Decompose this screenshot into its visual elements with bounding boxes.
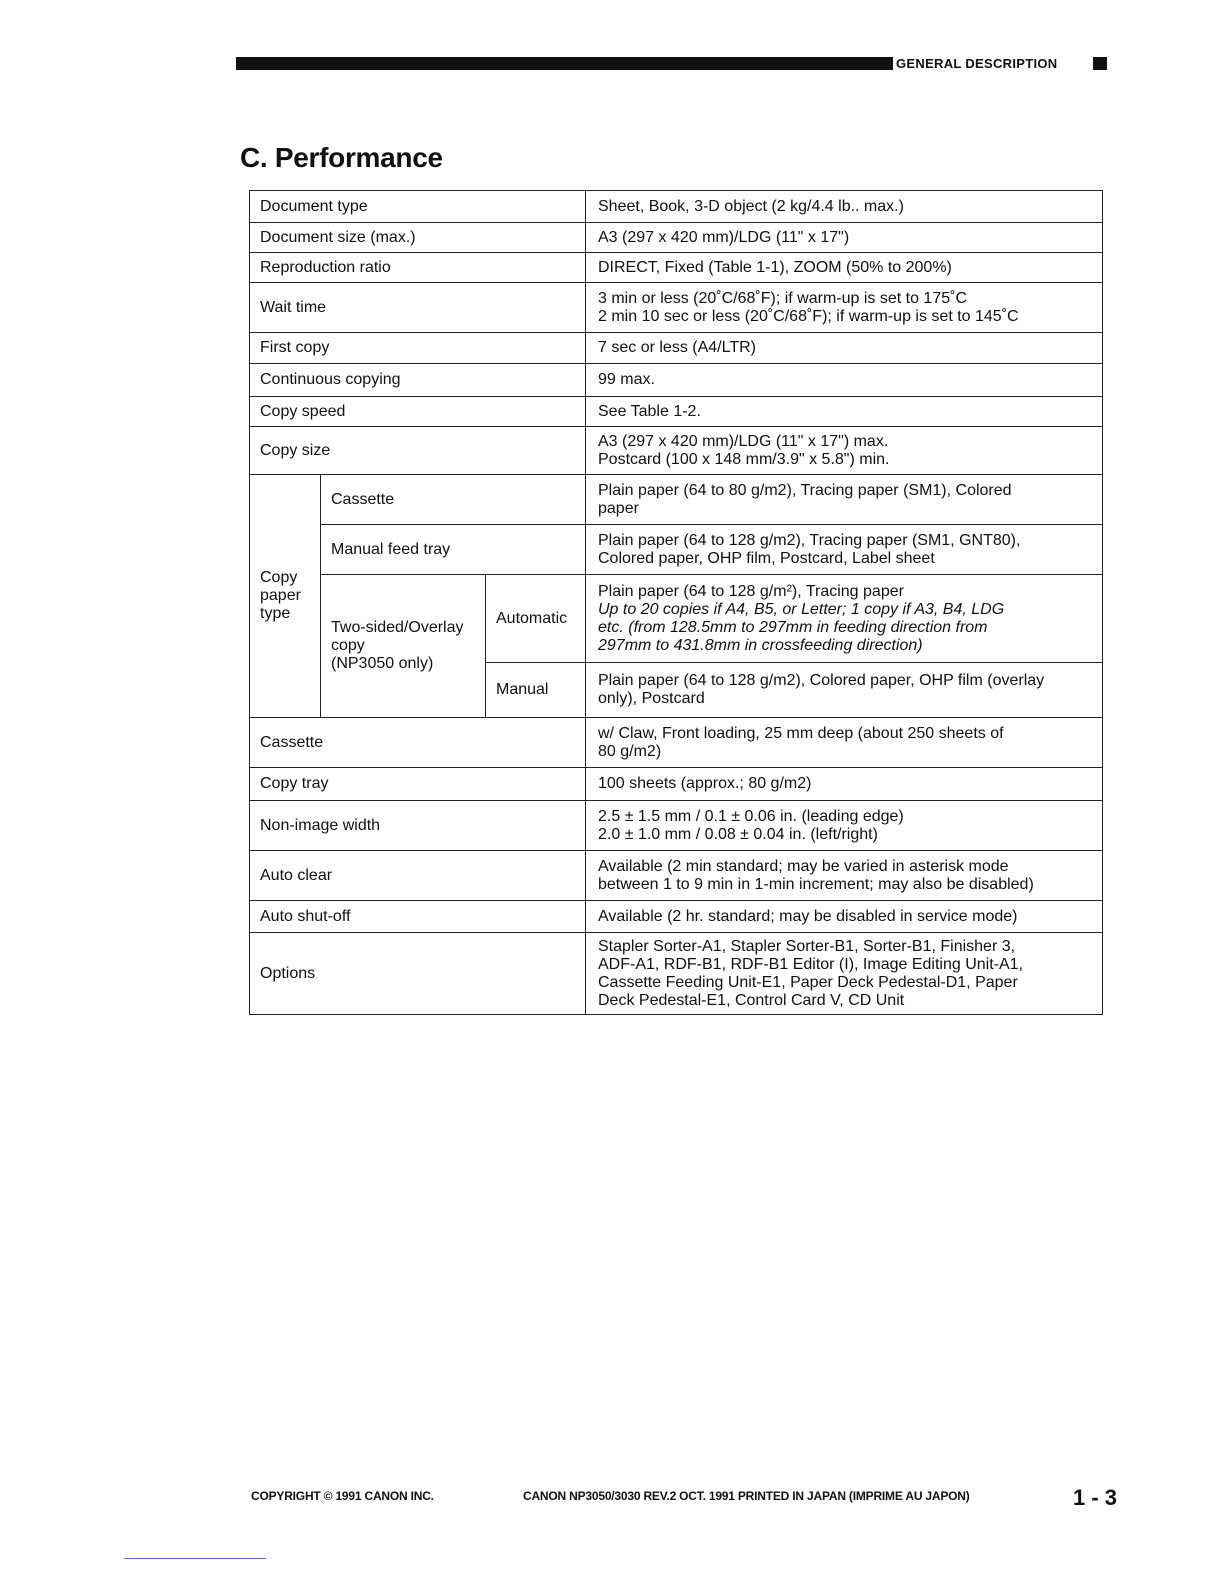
table-row	[250, 525, 1103, 575]
row-value: Plain paper (64 to 80 g/m2), Tracing paper (SM1), Colored paper	[586, 475, 1103, 525]
row-label: Auto shut-off	[250, 901, 586, 933]
row-value: 100 sheets (approx.; 80 g/m2)	[586, 768, 1103, 801]
row-label: Options	[250, 933, 586, 1015]
row-label: Document type	[250, 191, 586, 223]
row-label: Wait time	[250, 283, 586, 333]
footer-print-info: CANON NP3050/3030 REV.2 OCT. 1991 PRINTED IN JAPAN (IMPRIME AU JAPON)	[523, 1489, 970, 1503]
row-value: w/ Claw, Front loading, 25 mm deep (about 250 sheets of 80 g/m2)	[586, 718, 1103, 768]
row-value: Plain paper (64 to 128 g/m²), Tracing paper Up to 20 copies if A4, B5, or Letter; 1 copy if A3, B4, LDG etc. (from 128.5mm to 297mm in feeding direction from 297mm to 431.8mm in crossfeeding direction)	[586, 575, 1103, 663]
row-value: See Table 1-2.	[586, 397, 1103, 427]
table-row	[250, 801, 1103, 851]
table-row	[250, 333, 1103, 364]
table-row	[250, 575, 1103, 663]
table-row	[250, 768, 1103, 801]
performance-table	[249, 190, 1103, 1015]
table-row	[250, 223, 1103, 253]
row-label: Manual feed tray	[321, 525, 586, 575]
row-value: Available (2 hr. standard; may be disabled in service mode)	[586, 901, 1103, 933]
row-label: Auto clear	[250, 851, 586, 901]
row-label: First copy	[250, 333, 586, 364]
row-value: 3 min or less (20˚C/68˚F); if warm-up is set to 175˚C 2 min 10 sec or less (20˚C/68˚F); if warm-up is set to 145˚C	[586, 283, 1103, 333]
row-label: Copy speed	[250, 397, 586, 427]
table-row	[250, 253, 1103, 283]
table-row	[250, 191, 1103, 223]
copy-paper-type-label: Copy paper type	[250, 475, 321, 718]
table-row	[250, 427, 1103, 475]
footer-copyright: COPYRIGHT © 1991 CANON INC.	[251, 1489, 434, 1503]
table-row	[250, 397, 1103, 427]
row-label: Copy size	[250, 427, 586, 475]
row-label: Cassette	[321, 475, 586, 525]
row-value: A3 (297 x 420 mm)/LDG (11" x 17") max. Postcard (100 x 148 mm/3.9" x 5.8") min.	[586, 427, 1103, 475]
row-value: Plain paper (64 to 128 g/m2), Colored paper, OHP film (overlay only), Postcard	[586, 663, 1103, 718]
page-title: C. Performance	[240, 142, 443, 173]
row-label: Copy tray	[250, 768, 586, 801]
row-value: 7 sec or less (A4/LTR)	[586, 333, 1103, 364]
section-header: GENERAL DESCRIPTION	[896, 56, 1058, 71]
header-rule	[236, 57, 893, 70]
header-end-block	[1093, 57, 1107, 70]
automatic-label: Automatic	[486, 575, 586, 663]
table-row	[250, 475, 1103, 525]
page-number: 1 - 3	[1073, 1485, 1118, 1510]
row-value: 99 max.	[586, 364, 1103, 397]
table-row	[250, 901, 1103, 933]
manual-label: Manual	[486, 663, 586, 718]
bottom-rule	[124, 1558, 266, 1559]
row-value: Stapler Sorter-A1, Stapler Sorter-B1, Sorter-B1, Finisher 3, ADF-A1, RDF-B1, RDF-B1 Editor (I), Image Editing Unit-A1, Cassette Feeding Unit-E1, Paper Deck Pedestal-D1, Paper Deck Pedestal-E1, Control Card V, CD Unit	[586, 933, 1103, 1015]
row-value: Available (2 min standard; may be varied in asterisk mode between 1 to 9 min in 1-min increment; may also be disabled)	[586, 851, 1103, 901]
row-label: Document size (max.)	[250, 223, 586, 253]
row-label: Non-image width	[250, 801, 586, 851]
table-row	[250, 283, 1103, 333]
row-value: A3 (297 x 420 mm)/LDG (11" x 17")	[586, 223, 1103, 253]
row-value: Sheet, Book, 3-D object (2 kg/4.4 lb.. max.)	[586, 191, 1103, 223]
row-label: Continuous copying	[250, 364, 586, 397]
row-value: Plain paper (64 to 128 g/m2), Tracing paper (SM1, GNT80), Colored paper, OHP film, Postcard, Label sheet	[586, 525, 1103, 575]
row-label: Reproduction ratio	[250, 253, 586, 283]
table-row	[250, 364, 1103, 397]
row-value: 2.5 ± 1.5 mm / 0.1 ± 0.06 in. (leading edge) 2.0 ± 1.0 mm / 0.08 ± 0.04 in. (left/right)	[586, 801, 1103, 851]
two-sided-label: Two-sided/Overlay copy (NP3050 only)	[321, 575, 486, 718]
table-row	[250, 718, 1103, 768]
row-value: DIRECT, Fixed (Table 1-1), ZOOM (50% to 200%)	[586, 253, 1103, 283]
row-label: Cassette	[250, 718, 586, 768]
table-row	[250, 851, 1103, 901]
table-row	[250, 933, 1103, 1015]
